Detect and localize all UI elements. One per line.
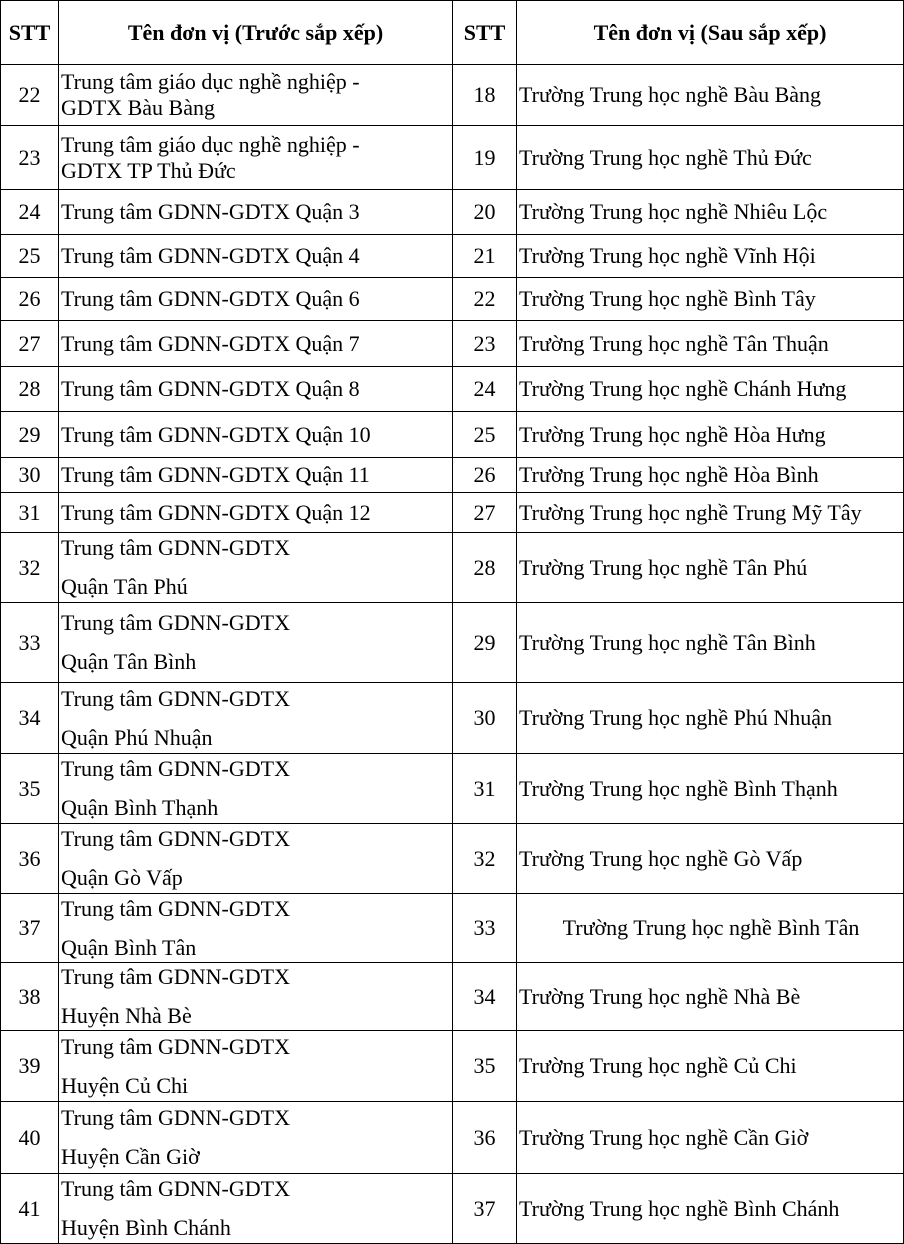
name-before: Trung tâm GDNN-GDTX Quận 8 bbox=[59, 367, 453, 412]
stt-before: 37 bbox=[1, 894, 59, 963]
name-before-line: Trung tâm GDNN-GDTX bbox=[61, 1176, 290, 1201]
table-row bbox=[1, 65, 904, 126]
name-after: Trường Trung học nghề Hòa Hưng bbox=[517, 412, 904, 458]
name-after: Trường Trung học nghề Tân Phú bbox=[517, 533, 904, 603]
stt-before: 29 bbox=[1, 412, 59, 458]
name-after: Trường Trung học nghề Bình Thạnh bbox=[517, 754, 904, 824]
stt-after: 27 bbox=[453, 493, 517, 533]
table-row bbox=[1, 683, 904, 754]
name-after: Trường Trung học nghề Tân Thuận bbox=[517, 321, 904, 367]
stt-after: 33 bbox=[453, 894, 517, 963]
name-before-line: Quận Gò Vấp bbox=[61, 865, 183, 890]
name-before-line: Huyện Nhà Bè bbox=[61, 1003, 192, 1028]
table-row bbox=[1, 533, 904, 603]
stt-before: 22 bbox=[1, 65, 59, 126]
stt-before: 36 bbox=[1, 824, 59, 894]
stt-before: 40 bbox=[1, 1102, 59, 1174]
stt-before: 32 bbox=[1, 533, 59, 603]
stt-after: 24 bbox=[453, 367, 517, 412]
stt-before: 33 bbox=[1, 603, 59, 683]
name-before-line: Quận Bình Thạnh bbox=[61, 795, 219, 820]
name-before-line: Trung tâm giáo dục nghề nghiệp - bbox=[61, 131, 360, 157]
stt-after: 21 bbox=[453, 235, 517, 278]
name-before bbox=[59, 126, 453, 190]
table-row bbox=[1, 235, 904, 278]
name-before bbox=[59, 963, 453, 1031]
name-before: Trung tâm GDNN-GDTX Quận 11 bbox=[59, 458, 453, 493]
table-row bbox=[1, 1031, 904, 1102]
name-before: Trung tâm GDNN-GDTX Quận 7 bbox=[59, 321, 453, 367]
header-name-after: Tên đơn vị (Sau sắp xếp) bbox=[517, 1, 904, 65]
name-after: Trường Trung học nghề Bình Tân bbox=[517, 894, 904, 963]
name-after: Trường Trung học nghề Chánh Hưng bbox=[517, 367, 904, 412]
stt-before: 25 bbox=[1, 235, 59, 278]
stt-before: 24 bbox=[1, 190, 59, 235]
name-before-line: GDTX TP Thủ Đức bbox=[61, 157, 236, 183]
stt-after: 18 bbox=[453, 65, 517, 126]
name-before-line: Trung tâm GDNN-GDTX bbox=[61, 685, 290, 711]
name-before-line: Trung tâm GDNN-GDTX bbox=[61, 610, 290, 635]
name-before-line: Trung tâm GDNN-GDTX bbox=[61, 1105, 290, 1130]
stt-after: 34 bbox=[453, 963, 517, 1031]
header-row bbox=[1, 1, 904, 65]
header-name-before: Tên đơn vị (Trước sắp xếp) bbox=[59, 1, 453, 65]
name-before-line: Trung tâm GDNN-GDTX bbox=[61, 756, 290, 781]
name-before: Trung tâm GDNN-GDTX Quận 6 bbox=[59, 278, 453, 321]
stt-before: 30 bbox=[1, 458, 59, 493]
name-after: Trường Trung học nghề Trung Mỹ Tây bbox=[517, 493, 904, 533]
name-before-line: Quận Phú Nhuận bbox=[61, 724, 213, 750]
stt-after: 22 bbox=[453, 278, 517, 321]
name-before bbox=[59, 754, 453, 824]
stt-after: 36 bbox=[453, 1102, 517, 1174]
stt-before: 39 bbox=[1, 1031, 59, 1102]
header-stt-after: STT bbox=[453, 1, 517, 65]
name-after: Trường Trung học nghề Nhà Bè bbox=[517, 963, 904, 1031]
table-row bbox=[1, 894, 904, 963]
name-before-line: Quận Tân Bình bbox=[61, 649, 197, 674]
stt-before: 27 bbox=[1, 321, 59, 367]
name-before-line: Huyện Bình Chánh bbox=[61, 1215, 231, 1240]
name-before-line: Huyện Cần Giờ bbox=[61, 1144, 200, 1169]
table-row bbox=[1, 458, 904, 493]
name-after: Trường Trung học nghề Củ Chi bbox=[517, 1031, 904, 1102]
stt-after: 23 bbox=[453, 321, 517, 367]
name-before bbox=[59, 683, 453, 754]
stt-after: 25 bbox=[453, 412, 517, 458]
table-row bbox=[1, 1174, 904, 1244]
stt-after: 30 bbox=[453, 683, 517, 754]
name-before: Trung tâm GDNN-GDTX Quận 3 bbox=[59, 190, 453, 235]
name-before bbox=[59, 603, 453, 683]
stt-after: 19 bbox=[453, 126, 517, 190]
stt-before: 31 bbox=[1, 493, 59, 533]
header-stt-before: STT bbox=[1, 1, 59, 65]
name-after: Trường Trung học nghề Hòa Bình bbox=[517, 458, 904, 493]
name-before: Trung tâm GDNN-GDTX Quận 10 bbox=[59, 412, 453, 458]
table-row bbox=[1, 1102, 904, 1174]
stt-after: 28 bbox=[453, 533, 517, 603]
name-before-line: Trung tâm giáo dục nghề nghiệp - bbox=[61, 69, 360, 94]
table-row bbox=[1, 321, 904, 367]
stt-after: 26 bbox=[453, 458, 517, 493]
name-before bbox=[59, 1174, 453, 1244]
name-after: Trường Trung học nghề Nhiêu Lộc bbox=[517, 190, 904, 235]
table-row bbox=[1, 493, 904, 533]
table-row bbox=[1, 190, 904, 235]
name-before bbox=[59, 65, 453, 126]
name-before bbox=[59, 824, 453, 894]
name-after: Trường Trung học nghề Thủ Đức bbox=[517, 126, 904, 190]
name-after: Trường Trung học nghề Cần Giờ bbox=[517, 1102, 904, 1174]
name-after: Trường Trung học nghề Bình Chánh bbox=[517, 1174, 904, 1244]
stt-before: 23 bbox=[1, 126, 59, 190]
name-after: Trường Trung học nghề Bàu Bàng bbox=[517, 65, 904, 126]
name-after: Trường Trung học nghề Tân Bình bbox=[517, 603, 904, 683]
stt-after: 29 bbox=[453, 603, 517, 683]
name-before bbox=[59, 894, 453, 963]
name-after: Trường Trung học nghề Phú Nhuận bbox=[517, 683, 904, 754]
table-row bbox=[1, 603, 904, 683]
name-after: Trường Trung học nghề Vĩnh Hội bbox=[517, 235, 904, 278]
name-after: Trường Trung học nghề Gò Vấp bbox=[517, 824, 904, 894]
name-before-line: Trung tâm GDNN-GDTX bbox=[61, 1033, 290, 1059]
name-before bbox=[59, 533, 453, 603]
table-row bbox=[1, 963, 904, 1031]
stt-before: 34 bbox=[1, 683, 59, 754]
stt-before: 35 bbox=[1, 754, 59, 824]
name-before-line: Trung tâm GDNN-GDTX bbox=[61, 535, 290, 560]
stt-after: 37 bbox=[453, 1174, 517, 1244]
table-row bbox=[1, 754, 904, 824]
name-before-line: Huyện Củ Chi bbox=[61, 1072, 189, 1098]
name-before bbox=[59, 1102, 453, 1174]
name-before-line: Trung tâm GDNN-GDTX bbox=[61, 964, 290, 989]
stt-before: 38 bbox=[1, 963, 59, 1031]
stt-before: 41 bbox=[1, 1174, 59, 1244]
stt-after: 20 bbox=[453, 190, 517, 235]
name-before: Trung tâm GDNN-GDTX Quận 4 bbox=[59, 235, 453, 278]
table-row bbox=[1, 126, 904, 190]
stt-before: 28 bbox=[1, 367, 59, 412]
stt-before: 26 bbox=[1, 278, 59, 321]
table-row bbox=[1, 412, 904, 458]
table-row bbox=[1, 824, 904, 894]
name-before-line: Quận Tân Phú bbox=[61, 574, 188, 599]
name-before-line: Quận Bình Tân bbox=[61, 934, 197, 960]
table-row bbox=[1, 278, 904, 321]
table-row bbox=[1, 367, 904, 412]
name-before-line: Trung tâm GDNN-GDTX bbox=[61, 895, 290, 921]
name-before bbox=[59, 1031, 453, 1102]
stt-after: 32 bbox=[453, 824, 517, 894]
name-before: Trung tâm GDNN-GDTX Quận 12 bbox=[59, 493, 453, 533]
name-before-line: Trung tâm GDNN-GDTX bbox=[61, 826, 290, 851]
name-before-line: GDTX Bàu Bàng bbox=[61, 95, 215, 120]
stt-after: 31 bbox=[453, 754, 517, 824]
name-after: Trường Trung học nghề Bình Tây bbox=[517, 278, 904, 321]
stt-after: 35 bbox=[453, 1031, 517, 1102]
